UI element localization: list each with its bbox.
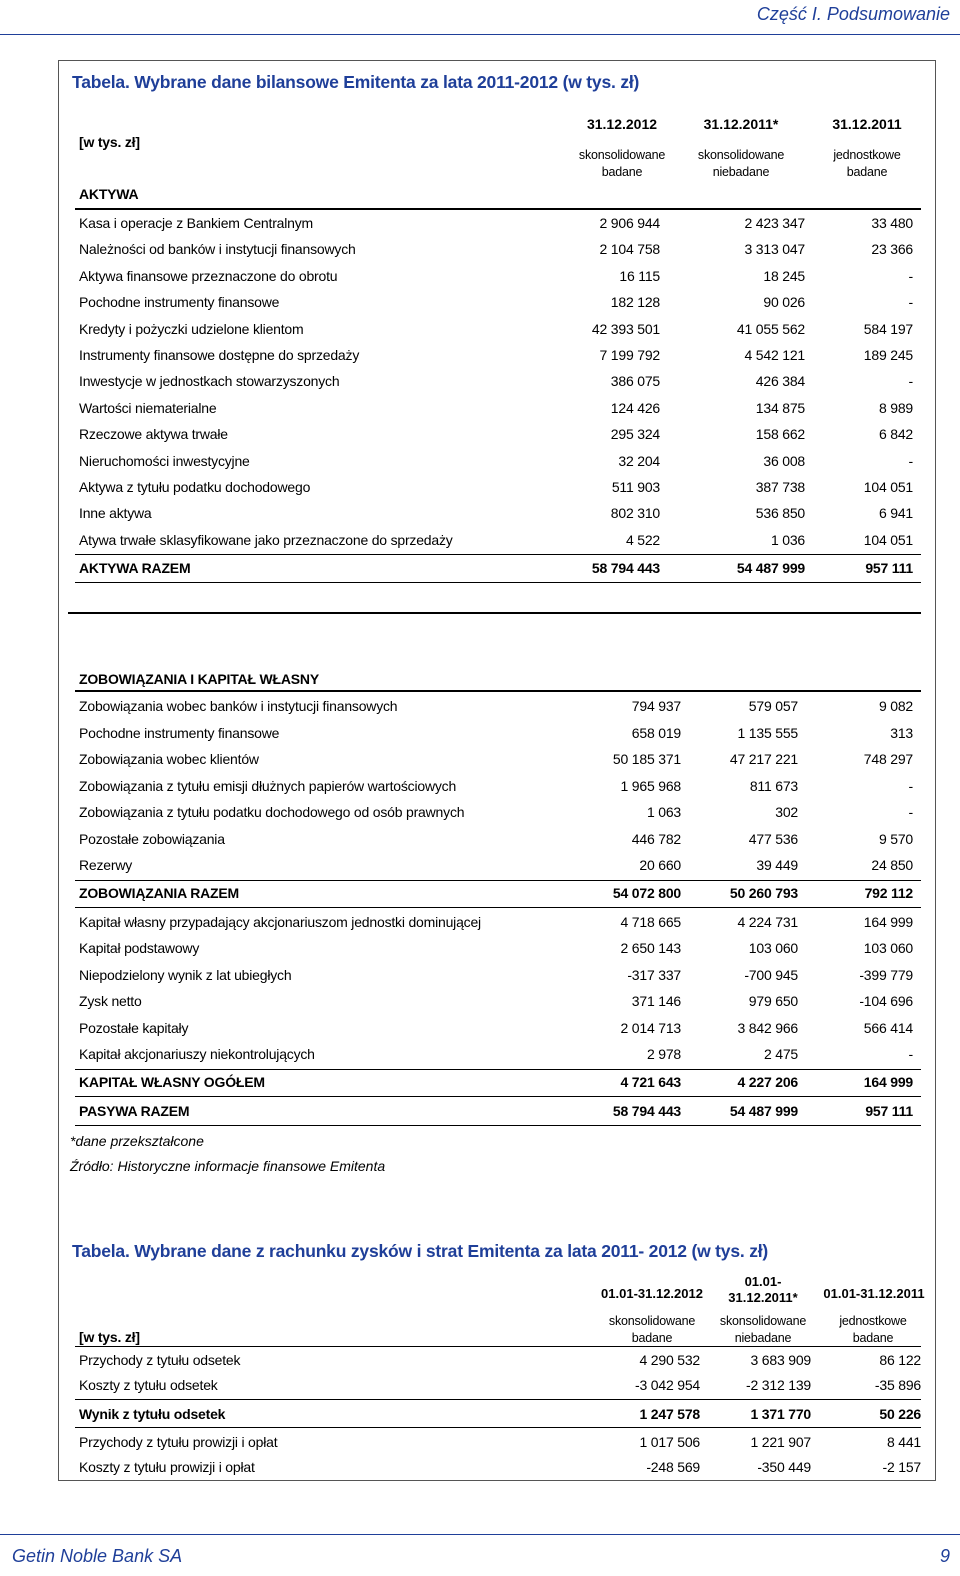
- pasywa-total-value: 54 487 999: [729, 1103, 798, 1119]
- income-row-label: Wynik z tytułu odsetek: [79, 1406, 226, 1422]
- equity-row-label: Pozostałe kapitały: [79, 1019, 189, 1036]
- asset-row-value: 16 115: [619, 267, 660, 284]
- footer-company: Getin Noble Bank SA: [12, 1546, 183, 1566]
- section-header: Część I. Podsumowanie: [756, 4, 950, 24]
- asset-row-value: 2 906 944: [599, 215, 660, 231]
- asset-row-label: Instrumenty finansowe dostępne do sprzedaży: [79, 347, 360, 363]
- column-basis: skonsolidowane: [608, 1314, 696, 1328]
- liability-row-value: 9 570: [878, 830, 913, 847]
- asset-row-value: -: [908, 267, 913, 284]
- income-row-value: -248 569: [646, 1459, 700, 1475]
- income-row-value: 1 247 578: [639, 1406, 700, 1422]
- asset-row-value: 134 875: [755, 399, 805, 416]
- assets-total-value: 957 111: [865, 560, 913, 576]
- liability-row-value: 9 082: [878, 698, 913, 714]
- liability-row-label: Rezerwy: [79, 857, 133, 873]
- asset-row-value: 511 903: [611, 479, 660, 495]
- asset-row-value: 536 850: [755, 505, 805, 522]
- equity-row-value: 103 060: [748, 940, 798, 957]
- equity-total-underline: [75, 1096, 921, 1097]
- equity-row-value: 979 650: [748, 993, 798, 1010]
- liability-row-value: 47 217 221: [729, 751, 798, 767]
- equity-row-value: -317 337: [627, 966, 681, 983]
- asset-row-value: 124 426: [610, 399, 660, 416]
- equity-row-value: 4 718 665: [620, 914, 681, 930]
- asset-row-value: 8 989: [878, 399, 913, 416]
- asset-row-value: 23 366: [871, 241, 913, 258]
- asset-row-value: 90 026: [763, 294, 805, 311]
- asset-row-label: Inne aktywa: [79, 505, 152, 522]
- asset-row-value: 6 941: [878, 505, 913, 522]
- equity-row-value: 3 842 966: [737, 1019, 798, 1036]
- liability-row-label: Pozostałe zobowiązania: [79, 830, 225, 847]
- assets-heading: AKTYWA: [79, 186, 139, 202]
- income-row-value: -35 896: [874, 1377, 921, 1393]
- equity-row-label: Zysk netto: [79, 993, 142, 1010]
- liability-row-value: 50 185 371: [612, 751, 681, 767]
- column-date: 01.01-: [744, 1274, 782, 1289]
- asset-row-label: Nieruchomości inwestycyjne: [79, 452, 250, 469]
- liabilities-total-value: 50 260 793: [729, 885, 798, 901]
- asset-row-value: 7 199 792: [599, 347, 660, 363]
- unit-label: [w tys. zł]: [79, 134, 140, 150]
- column-audit: badane: [601, 165, 643, 179]
- column-audit: niebadane: [712, 165, 770, 179]
- table2-header-rule: [75, 1346, 921, 1347]
- column-date: 31.12.2011*: [728, 1290, 798, 1305]
- income-row-value: 3 683 909: [750, 1352, 811, 1368]
- column-audit: badane: [852, 1331, 894, 1345]
- income-row-value: -350 449: [757, 1459, 811, 1475]
- equity-row-label: Kapitał akcjonariuszy niekontrolujących: [79, 1046, 315, 1062]
- income-row-value: 1 017 506: [639, 1434, 700, 1450]
- equity-row-label: Kapitał podstawowy: [79, 940, 200, 957]
- equity-total-label: KAPITAŁ WŁASNY OGÓŁEM: [79, 1074, 265, 1090]
- income-row-label: Koszty z tytułu prowizji i opłat: [79, 1459, 255, 1475]
- column-audit: badane: [631, 1331, 673, 1345]
- liabilities-heading-rule: [75, 690, 921, 692]
- asset-row-value: 104 051: [863, 479, 913, 495]
- asset-row-value: 18 245: [763, 267, 805, 284]
- header-underline: [75, 208, 921, 210]
- column-basis: jednostkowe: [833, 148, 901, 162]
- asset-row-value: 41 055 562: [736, 320, 805, 337]
- liabilities-total-label: ZOBOWIĄZANIA RAZEM: [79, 885, 239, 901]
- header-divider: [0, 34, 960, 35]
- asset-row-value: 6 842: [878, 426, 913, 443]
- asset-row-value: 36 008: [763, 452, 805, 469]
- liability-row-value: 477 536: [748, 830, 798, 847]
- liab-total-rule: [75, 880, 921, 881]
- liability-row-value: 811 673: [749, 777, 798, 794]
- income-row-value: 4 290 532: [639, 1352, 700, 1368]
- asset-row-value: -: [908, 373, 913, 390]
- pasywa-total-value: 957 111: [865, 1103, 913, 1119]
- footer-divider: [0, 1534, 960, 1535]
- liability-row-value: 1 063: [646, 804, 681, 820]
- asset-row-label: Pochodne instrumenty finansowe: [79, 294, 280, 311]
- note-restated: *dane przekształcone: [70, 1133, 204, 1149]
- column-basis: jednostkowe: [839, 1314, 907, 1328]
- asset-row-value: 2 423 347: [744, 215, 805, 231]
- equity-row-value: 2 650 143: [620, 940, 681, 957]
- column-date: 31.12.2012: [586, 116, 658, 132]
- income-row-value: -2 312 139: [746, 1377, 811, 1393]
- liability-row-value: 579 057: [748, 698, 798, 714]
- asset-row-value: 426 384: [755, 373, 805, 390]
- equity-row-value: 371 146: [631, 993, 681, 1010]
- liability-row-value: 748 297: [863, 751, 913, 767]
- column-basis: skonsolidowane: [697, 148, 785, 162]
- equity-row-value: 164 999: [863, 914, 913, 930]
- equity-row-value: -: [908, 1046, 913, 1062]
- column-date: 31.12.2011*: [703, 116, 779, 132]
- asset-row-value: 2 104 758: [599, 241, 660, 258]
- assets-total-value: 54 487 999: [736, 560, 805, 576]
- liability-row-value: -: [908, 777, 913, 794]
- asset-row-value: 387 738: [755, 479, 805, 495]
- asset-row-value: 42 393 501: [591, 320, 660, 337]
- equity-row-value: -700 945: [744, 966, 798, 983]
- asset-row-label: Aktywa finansowe przeznaczone do obrotu: [79, 267, 338, 284]
- equity-row-value: 4 224 731: [737, 914, 798, 930]
- liability-row-value: 24 850: [871, 857, 913, 873]
- asset-row-label: Należności od banków i instytucji finansowych: [79, 241, 356, 258]
- assets-total-label: AKTYWA RAZEM: [79, 560, 191, 576]
- income-row-value: 1 371 770: [750, 1406, 811, 1422]
- column-audit: niebadane: [734, 1331, 792, 1345]
- equity-row-value: -399 779: [859, 966, 913, 983]
- note-source: Źródło: Historyczne informacje finansowe Emitenta: [70, 1158, 386, 1174]
- asset-row-value: 33 480: [871, 215, 913, 231]
- liab-total-underline: [75, 907, 921, 908]
- assets-total-value: 58 794 443: [591, 560, 660, 576]
- equity-row-value: 2 475: [763, 1046, 798, 1062]
- liability-row-label: Pochodne instrumenty finansowe: [79, 724, 280, 741]
- liability-row-label: Zobowiązania wobec klientów: [79, 751, 259, 767]
- asset-row-value: 295 324: [610, 426, 660, 443]
- income-row-value: -3 042 954: [635, 1377, 700, 1393]
- column-date: 31.12.2011: [832, 116, 902, 132]
- asset-row-value: 386 075: [610, 373, 660, 390]
- asset-row-value: 32 204: [618, 452, 660, 469]
- income-row-value: 1 221 907: [750, 1434, 811, 1450]
- pasywa-total-label: PASYWA RAZEM: [79, 1103, 190, 1119]
- asset-row-value: 104 051: [863, 531, 913, 548]
- liabilities-total-value: 792 112: [864, 885, 913, 901]
- column-basis: skonsolidowane: [719, 1314, 807, 1328]
- asset-row-value: 182 128: [610, 294, 660, 311]
- unit-label: [w tys. zł]: [79, 1329, 140, 1345]
- asset-row-label: Inwestycje w jednostkach stowarzyszonych: [79, 373, 340, 390]
- equity-row-value: 2 014 713: [620, 1019, 681, 1036]
- assets-total-underline: [75, 582, 921, 583]
- equity-row-value: 103 060: [863, 940, 913, 957]
- asset-row-label: Atywa trwałe sklasyfikowane jako przeznaczone do sprzedaży: [79, 531, 453, 548]
- liability-row-value: 39 449: [756, 857, 798, 873]
- income-row-value: -2 157: [882, 1459, 921, 1475]
- liability-row-value: 446 782: [631, 830, 681, 847]
- asset-row-label: Wartości niematerialne: [79, 399, 217, 416]
- asset-row-value: -: [908, 452, 913, 469]
- income-row-label: Koszty z tytułu odsetek: [79, 1377, 218, 1393]
- liabilities-heading: ZOBOWIĄZANIA I KAPITAŁ WŁASNY: [79, 671, 319, 687]
- liability-row-value: 1 135 555: [737, 724, 798, 741]
- liability-row-value: 20 660: [639, 857, 681, 873]
- page-number: 9: [939, 1546, 950, 1566]
- equity-row-value: 566 414: [863, 1019, 913, 1036]
- equity-total-value: 4 721 643: [620, 1074, 681, 1090]
- income-row-value: 50 226: [879, 1406, 921, 1422]
- liability-row-value: 658 019: [631, 724, 681, 741]
- liability-row-label: Zobowiązania wobec banków i instytucji finansowych: [79, 698, 398, 714]
- asset-row-value: -: [908, 294, 913, 311]
- column-date: 01.01-31.12.2012: [601, 1286, 703, 1301]
- asset-row-value: 4 522: [625, 531, 660, 548]
- interest-result-rule: [75, 1399, 921, 1400]
- liability-row-value: 794 937: [631, 698, 681, 714]
- asset-row-label: Kredyty i pożyczki udzielone klientom: [79, 320, 304, 337]
- liability-row-label: Zobowiązania z tytułu podatku dochodowego od osób prawnych: [79, 804, 465, 820]
- pasywa-total-value: 58 794 443: [612, 1103, 681, 1119]
- asset-row-value: 189 245: [863, 347, 913, 363]
- table1-title: Tabela. Wybrane dane bilansowe Emitenta za lata 2011-2012 (w tys. zł): [72, 72, 640, 92]
- income-row-label: Przychody z tytułu odsetek: [79, 1352, 241, 1368]
- equity-row-value: 2 978: [646, 1046, 681, 1062]
- income-row-value: 8 441: [886, 1434, 921, 1450]
- liability-row-label: Zobowiązania z tytułu emisji dłużnych papierów wartościowych: [79, 777, 457, 794]
- equity-row-value: -104 696: [859, 993, 913, 1010]
- column-audit: badane: [846, 165, 888, 179]
- asset-row-value: 3 313 047: [744, 241, 805, 258]
- table2-title: Tabela. Wybrane dane z rachunku zysków i strat Emitenta za lata 2011- 2012 (w tys. zł): [72, 1241, 769, 1261]
- liability-row-value: 1 965 968: [620, 777, 681, 794]
- asset-row-label: Kasa i operacje z Bankiem Centralnym: [79, 215, 314, 231]
- income-row-value: 86 122: [879, 1352, 921, 1368]
- liabilities-total-value: 54 072 800: [612, 885, 681, 901]
- equity-row-label: Niepodzielony wynik z lat ubiegłych: [79, 966, 292, 983]
- asset-row-label: Aktywa z tytułu podatku dochodowego: [79, 479, 311, 495]
- assets-total-rule: [75, 554, 921, 555]
- equity-total-rule: [75, 1069, 921, 1070]
- section-separator: [68, 612, 921, 614]
- equity-row-label: Kapitał własny przypadający akcjonariuszom jednostki dominującej: [79, 914, 481, 930]
- equity-total-value: 4 227 206: [737, 1074, 798, 1090]
- column-basis: skonsolidowane: [578, 148, 666, 162]
- pasywa-total-underline: [75, 1125, 921, 1126]
- asset-row-value: 1 036: [770, 531, 805, 548]
- liability-row-value: -: [908, 804, 913, 820]
- asset-row-label: Rzeczowe aktywa trwałe: [79, 426, 228, 443]
- equity-total-value: 164 999: [863, 1074, 913, 1090]
- column-date: 01.01-31.12.2011: [823, 1286, 925, 1301]
- liability-row-value: 313: [890, 724, 913, 741]
- interest-result-underline: [75, 1427, 921, 1428]
- asset-row-value: 802 310: [610, 505, 660, 522]
- asset-row-value: 584 197: [863, 320, 913, 337]
- asset-row-value: 158 662: [755, 426, 805, 443]
- liability-row-value: 302: [775, 804, 798, 820]
- asset-row-value: 4 542 121: [744, 347, 805, 363]
- income-row-label: Przychody z tytułu prowizji i opłat: [79, 1434, 278, 1450]
